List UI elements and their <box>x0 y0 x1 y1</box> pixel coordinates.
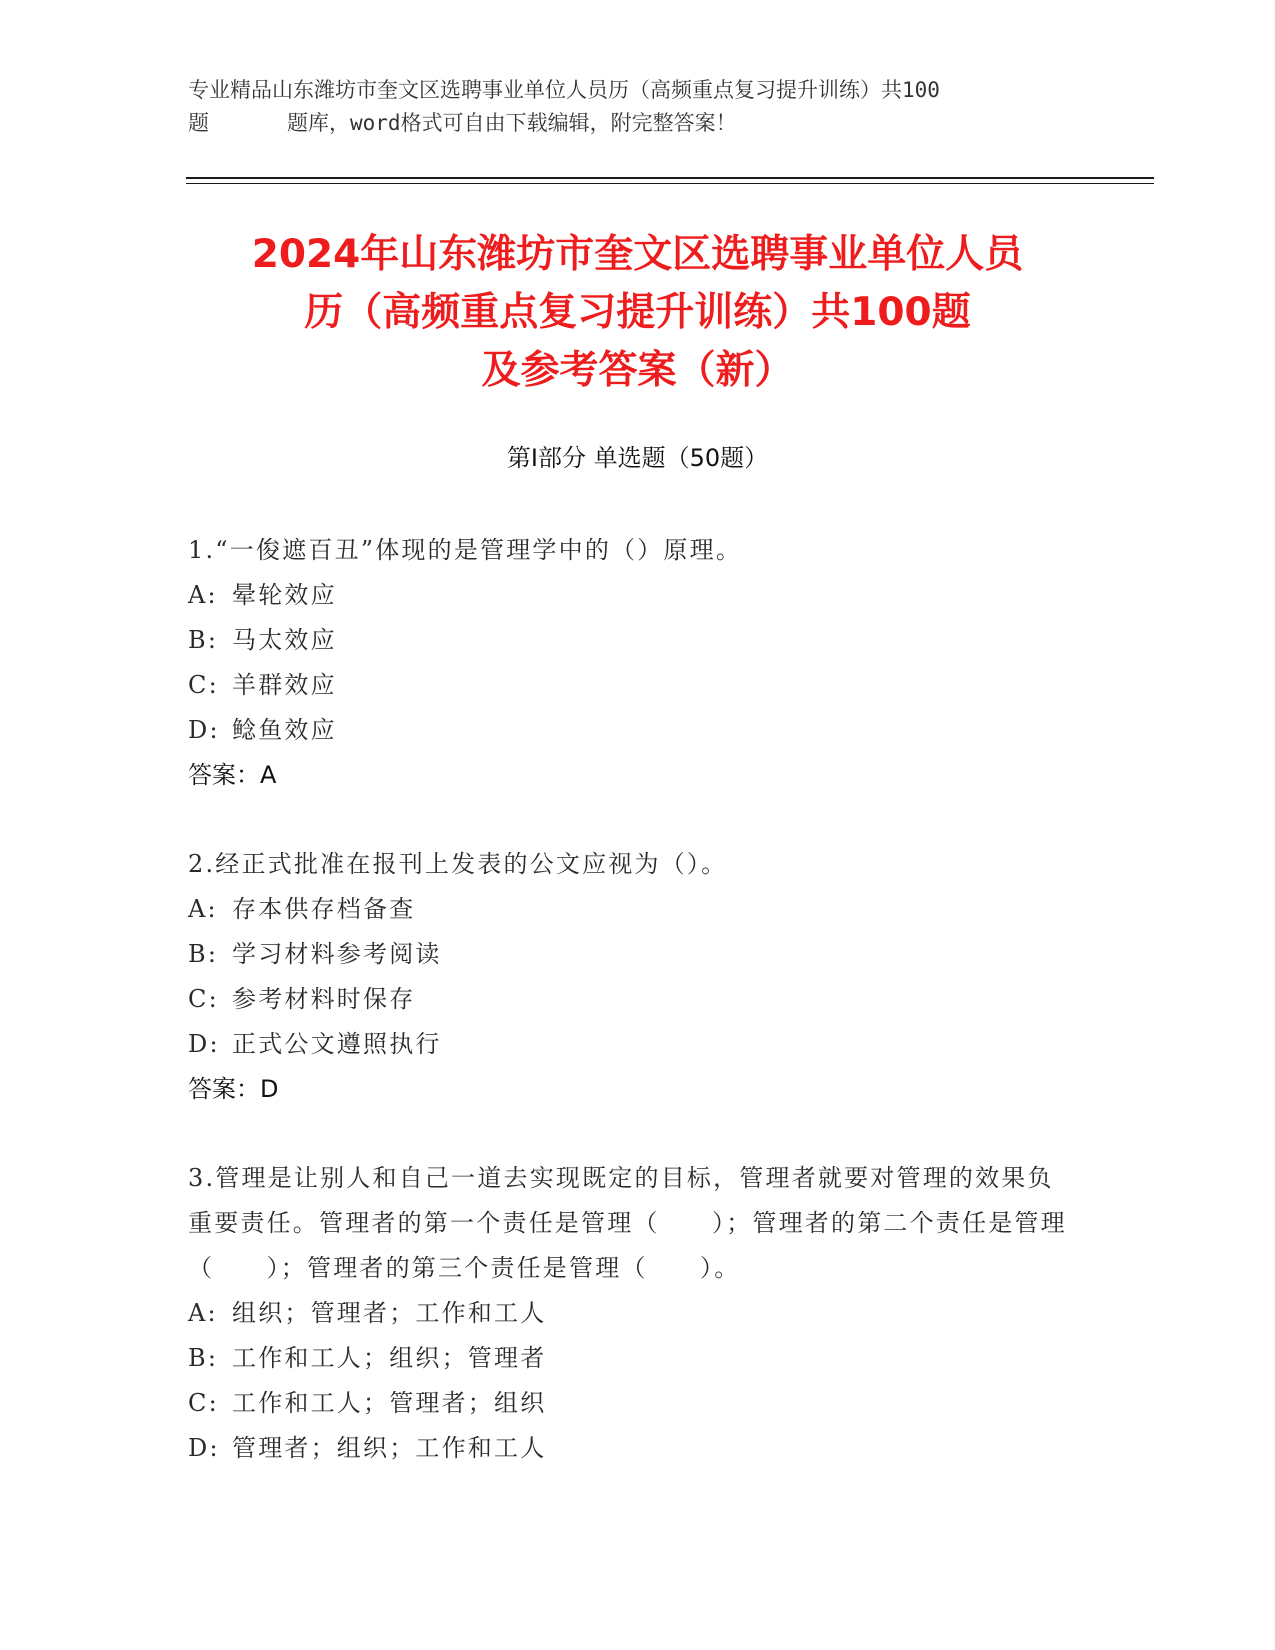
option-text: 组织；管理者；工作和工人 <box>232 1299 547 1327</box>
option-letter: B: <box>188 940 219 968</box>
option-letter: A: <box>188 895 218 923</box>
option-text: 马太效应 <box>232 626 337 654</box>
title-line-1: 2024年山东潍坊市奎文区选聘事业单位人员 <box>251 232 1024 277</box>
option-text: 学习材料参考阅读 <box>232 940 442 968</box>
header-rule-thin <box>186 183 1154 184</box>
option-d <box>188 1426 1068 1471</box>
option-c <box>188 663 1068 708</box>
answer-line: 答案：A <box>188 761 277 789</box>
option-a <box>188 573 1068 618</box>
option-text: 工作和工人；管理者；组织 <box>232 1389 547 1417</box>
question-list <box>188 528 1068 1515</box>
option-d <box>188 1022 1068 1067</box>
option-letter: C: <box>188 1389 219 1417</box>
option-letter: A: <box>188 581 218 609</box>
page-header <box>188 74 1088 140</box>
question-2 <box>188 842 1068 1112</box>
option-text: 管理者；组织；工作和工人 <box>232 1434 547 1462</box>
option-letter: B: <box>188 1344 219 1372</box>
option-text: 参考材料时保存 <box>232 985 416 1013</box>
option-letter: A: <box>188 1299 218 1327</box>
title-line-2: 历（高频重点复习提升训练）共100题 <box>304 290 971 335</box>
header-line-1: 专业精品山东潍坊市奎文区选聘事业单位人员历（高频重点复习提升训练）共100 <box>188 78 940 102</box>
question-stem: 3.管理是让别人和自己一道去实现既定的目标，管理者就要对管理的效果负重要责任。管理者的第一个责任是管理（ ）；管理者的第二个责任是管理（ ）；管理者的第三个责任是管理（ ）。 <box>188 1164 1067 1282</box>
answer-line: 答案：D <box>188 1075 279 1103</box>
question-stem: 2.经正式批准在报刊上发表的公文应视为（）。 <box>188 850 728 878</box>
option-letter: C: <box>188 985 219 1013</box>
section-heading: 第I部分 单选题（50题） <box>506 444 769 472</box>
option-c <box>188 977 1068 1022</box>
header-line-2-start: 题 <box>188 111 209 135</box>
option-b <box>188 932 1068 977</box>
option-b <box>188 1336 1068 1381</box>
question-stem: 1.“一俊遮百丑”体现的是管理学中的（）原理。 <box>188 536 743 564</box>
option-c <box>188 1381 1068 1426</box>
option-a <box>188 887 1068 932</box>
document-title <box>150 226 1125 400</box>
question-1 <box>188 528 1068 798</box>
option-text: 正式公文遵照执行 <box>232 1030 442 1058</box>
option-letter: D: <box>188 716 220 744</box>
option-d <box>188 708 1068 753</box>
option-text: 羊群效应 <box>232 671 337 699</box>
header-rule-thick <box>186 177 1154 179</box>
option-letter: D: <box>188 1030 220 1058</box>
option-letter: B: <box>188 626 219 654</box>
option-text: 工作和工人；组织；管理者 <box>232 1344 547 1372</box>
option-text: 存本供存档备查 <box>232 895 416 923</box>
option-b <box>188 618 1068 663</box>
option-letter: D: <box>188 1434 220 1462</box>
option-text: 晕轮效应 <box>232 581 337 609</box>
header-line-2-rest: 题库，word格式可自由下载编辑，附完整答案！ <box>287 111 737 135</box>
option-text: 鲶鱼效应 <box>232 716 337 744</box>
option-a <box>188 1291 1068 1336</box>
header-line-2 <box>188 107 1088 140</box>
title-line-3: 及参考答案（新） <box>481 348 794 393</box>
question-3 <box>188 1156 1068 1471</box>
option-letter: C: <box>188 671 219 699</box>
